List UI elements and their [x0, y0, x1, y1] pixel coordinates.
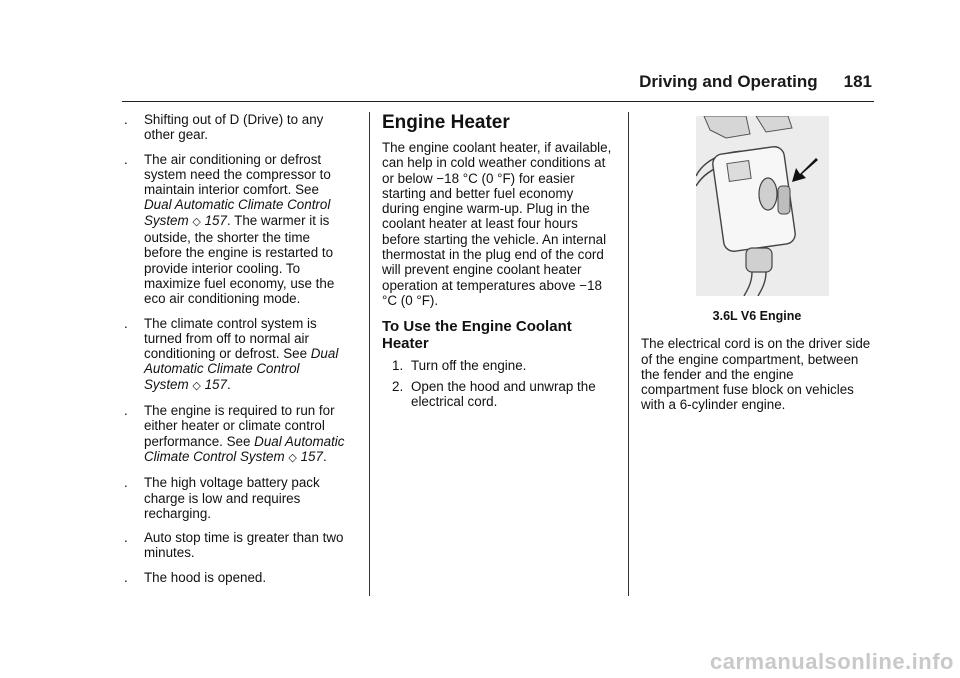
coolant-heater-plug-illustration [696, 116, 829, 296]
watermark: carmanualsonline.info [710, 649, 954, 674]
bullet-item [122, 316, 347, 394]
bullet-text: Shifting out of D (Drive) to any other gear. [144, 112, 324, 143]
bullet-marker: . [124, 530, 128, 546]
cord-location-text: The electrical cord is on the driver side of the engine compartment, between the fender and the engine compartment fuse block on vehicles with a 6-cylinder engine. [641, 336, 871, 413]
step-text: Turn off the engine. [411, 358, 527, 374]
header-rule [122, 101, 874, 102]
bullet-text: . [322, 448, 327, 464]
bullet-marker: . [124, 569, 128, 585]
page-number: 181 [843, 72, 872, 91]
bullet-item [122, 570, 347, 585]
bullet-text: The air conditioning or defrost system need the compressor to maintain interior comfort. See [144, 151, 331, 198]
bullet-text: . The warmer it is outside, the shorter the time before the engine is restarted to provide interior cooling. To maximize fuel economy, use the eco air conditioning mode. [144, 212, 335, 307]
ref-arrow-icon: ◇ [192, 379, 201, 392]
figure-caption: 3.6L V6 Engine [712, 309, 802, 323]
middle-column [382, 112, 614, 414]
step-item [382, 358, 614, 373]
left-column [122, 112, 347, 594]
ref-arrow-icon: ◇ [192, 215, 201, 228]
section-title: Engine Heater [382, 112, 510, 133]
cross-reference: 157 [204, 376, 227, 392]
bullet-text: Auto stop time is greater than two minutes. [144, 530, 344, 561]
cross-reference: Dual Automatic Climate Control System [144, 346, 339, 392]
page-header [639, 72, 872, 92]
bullet-marker: . [124, 151, 128, 167]
step-item [382, 379, 614, 410]
coolant-heater-plug-icon [696, 116, 829, 296]
column-divider-left [369, 112, 370, 596]
step-number: 2. [392, 378, 404, 394]
cross-reference: Dual Automatic Climate Control System [144, 433, 345, 464]
bullet-item [122, 403, 347, 466]
bullet-item [122, 112, 347, 143]
steps-list [382, 358, 614, 409]
right-column [641, 112, 873, 413]
bullet-item [122, 475, 347, 521]
column-divider-right [628, 112, 629, 596]
bullet-text: . [226, 376, 231, 392]
bullet-list [122, 112, 347, 585]
bullet-marker: . [124, 112, 128, 127]
bullet-text: The hood is opened. [144, 569, 267, 585]
subsection-title: To Use the Engine Coolant Heater [382, 318, 572, 353]
bullet-text: The engine is required to run for either heater or climate control performance. See [144, 403, 335, 449]
engine-heater-intro: The engine coolant heater, if available, can help in cold weather conditions at or below −18 °C (0 °F) for easier starting and better fuel economy during engine warm-up. Plug in the coolant heater at least four hours before starting the vehicle. An internal thermostat in the plug end of the cord will prevent engine coolant heater operation at temperatures above −18 °C (0 °F). [382, 140, 612, 308]
cross-reference: 157 [204, 212, 227, 228]
header-section-title: Driving and Operating [639, 72, 818, 91]
cross-reference: 157 [300, 448, 323, 464]
bullet-marker: . [124, 315, 128, 331]
cross-reference: Dual Automatic Climate Control System [144, 197, 331, 228]
step-text: Open the hood and unwrap the electrical cord. [411, 378, 596, 409]
bullet-marker: . [124, 403, 128, 419]
ref-arrow-icon: ◇ [288, 451, 297, 464]
bullet-text: The climate control system is turned from off to normal air conditioning or defrost. See [144, 315, 317, 362]
step-number: 1. [392, 358, 404, 374]
bullet-item [122, 152, 347, 307]
bullet-item [122, 530, 347, 561]
bullet-marker: . [124, 475, 128, 491]
bullet-text: The high voltage battery pack charge is low and requires recharging. [144, 475, 320, 521]
